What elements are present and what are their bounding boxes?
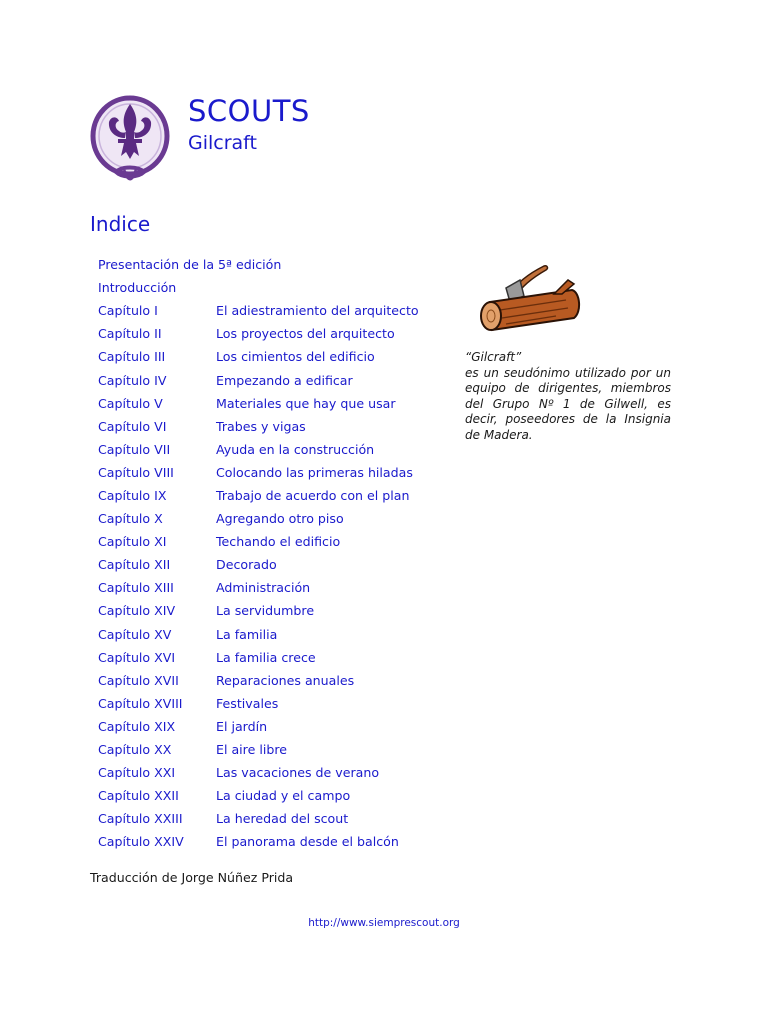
toc-chapter-row[interactable]	[98, 392, 448, 415]
chapter-number-link[interactable]: Capítulo I	[98, 303, 158, 319]
chapter-number-link[interactable]: Capítulo IV	[98, 372, 167, 388]
index-heading: Indice	[90, 212, 151, 236]
scouts-emblem-logo	[90, 92, 176, 196]
toc-chapter-row[interactable]	[98, 599, 448, 622]
toc-chapter-row[interactable]	[98, 784, 448, 807]
toc-chapter-row[interactable]	[98, 415, 448, 438]
toc-chapter-row[interactable]	[98, 484, 448, 507]
table-of-contents	[98, 253, 448, 853]
chapter-number-link[interactable]: Capítulo VII	[98, 441, 171, 457]
axe-in-log-icon	[476, 262, 586, 336]
toc-chapter-row[interactable]	[98, 461, 448, 484]
chapter-number-link[interactable]: Capítulo XII	[98, 557, 171, 573]
chapter-number-link[interactable]: Capítulo XIII	[98, 580, 174, 596]
chapter-title-link[interactable]: Trabes y vigas	[216, 418, 306, 434]
toc-chapter-row[interactable]	[98, 507, 448, 530]
chapter-title-link[interactable]: El adiestramiento del arquitecto	[216, 303, 419, 319]
toc-chapter-row[interactable]	[98, 368, 448, 391]
chapter-number-link[interactable]: Capítulo XV	[98, 626, 172, 642]
gilcraft-note-quote: “Gilcraft”	[465, 350, 522, 364]
toc-item-introduction[interactable]	[98, 276, 448, 299]
chapter-number-link[interactable]: Capítulo XXIV	[98, 834, 184, 850]
chapter-title-link[interactable]: La ciudad y el campo	[216, 788, 351, 804]
chapter-number-link[interactable]: Capítulo VI	[98, 418, 167, 434]
chapter-number-link[interactable]: Capítulo XIV	[98, 603, 176, 619]
chapter-title-link[interactable]: Los proyectos del arquitecto	[216, 326, 395, 342]
chapter-number-link[interactable]: Capítulo XVI	[98, 649, 176, 665]
chapter-title-link[interactable]: Trabajo de acuerdo con el plan	[216, 487, 410, 503]
toc-chapter-row[interactable]	[98, 553, 448, 576]
gilcraft-note	[465, 350, 671, 443]
chapter-title-link[interactable]: Materiales que hay que usar	[216, 395, 396, 411]
chapter-title-link[interactable]: Techando el edificio	[216, 534, 341, 550]
chapter-title-link[interactable]: La familia crece	[216, 649, 316, 665]
toc-chapter-row[interactable]	[98, 646, 448, 669]
toc-chapter-row[interactable]	[98, 576, 448, 599]
chapter-number-link[interactable]: Capítulo II	[98, 326, 162, 342]
chapter-number-link[interactable]: Capítulo XVII	[98, 672, 179, 688]
chapter-title-link[interactable]: Agregando otro piso	[216, 511, 344, 527]
chapter-number-link[interactable]: Capítulo XX	[98, 742, 172, 758]
chapter-title-link[interactable]: Las vacaciones de verano	[216, 765, 380, 781]
chapter-number-link[interactable]: Capítulo XXII	[98, 788, 179, 804]
toc-item-label[interactable]: Introducción	[98, 280, 177, 296]
chapter-title-link[interactable]: Empezando a edificar	[216, 372, 353, 388]
chapter-number-link[interactable]: Capítulo X	[98, 511, 163, 527]
fleur-de-lis-emblem-icon	[90, 92, 176, 196]
chapter-title-link[interactable]: La heredad del scout	[216, 811, 349, 827]
translator-credit: Traducción de Jorge Núñez Prida	[90, 870, 294, 885]
toc-chapter-row[interactable]	[98, 322, 448, 345]
chapter-title-link[interactable]: El jardín	[216, 718, 268, 734]
chapter-title-link[interactable]: Administración	[216, 580, 311, 596]
axe-in-log-illustration	[476, 262, 586, 336]
chapter-title-link[interactable]: La servidumbre	[216, 603, 315, 619]
chapter-title-link[interactable]: La familia	[216, 626, 278, 642]
chapter-number-link[interactable]: Capítulo XI	[98, 534, 167, 550]
chapter-number-link[interactable]: Capítulo VIII	[98, 464, 174, 480]
page-title: SCOUTS	[188, 94, 310, 128]
chapter-number-link[interactable]: Capítulo V	[98, 395, 163, 411]
toc-chapter-row[interactable]	[98, 807, 448, 830]
toc-chapter-row[interactable]	[98, 623, 448, 646]
toc-chapter-row[interactable]	[98, 438, 448, 461]
toc-item-presentation[interactable]	[98, 253, 448, 276]
page-subtitle: Gilcraft	[188, 132, 257, 154]
toc-chapter-row[interactable]	[98, 761, 448, 784]
toc-chapter-row[interactable]	[98, 738, 448, 761]
chapter-title-link[interactable]: Colocando las primeras hiladas	[216, 464, 413, 480]
chapter-number-link[interactable]: Capítulo XXI	[98, 765, 176, 781]
toc-item-label[interactable]: Presentación de la 5ª edición	[98, 257, 282, 273]
toc-chapter-row[interactable]	[98, 530, 448, 553]
chapter-number-link[interactable]: Capítulo XXIII	[98, 811, 183, 827]
chapter-number-link[interactable]: Capítulo XIX	[98, 718, 176, 734]
chapter-title-link[interactable]: El aire libre	[216, 742, 287, 758]
gilcraft-note-text: es un seudónimo utilizado por un equipo de dirigentes, miembros del Grupo Nº 1 de Gilwell, es decir, poseedores de la Insignia de Madera.	[465, 365, 671, 442]
chapter-title-link[interactable]: Los cimientos del edificio	[216, 349, 375, 365]
chapter-title-link[interactable]: El panorama desde el balcón	[216, 834, 399, 850]
toc-chapter-row[interactable]	[98, 830, 448, 853]
chapter-title-link[interactable]: Decorado	[216, 557, 277, 573]
toc-chapter-row[interactable]	[98, 299, 448, 322]
chapter-title-link[interactable]: Festivales	[216, 695, 279, 711]
chapter-title-link[interactable]: Ayuda en la construcción	[216, 441, 375, 457]
chapter-list	[98, 299, 448, 853]
toc-chapter-row[interactable]	[98, 669, 448, 692]
toc-chapter-row[interactable]	[98, 715, 448, 738]
chapter-number-link[interactable]: Capítulo III	[98, 349, 166, 365]
chapter-title-link[interactable]: Reparaciones anuales	[216, 672, 355, 688]
toc-chapter-row[interactable]	[98, 692, 448, 715]
toc-chapter-row[interactable]	[98, 345, 448, 368]
chapter-number-link[interactable]: Capítulo IX	[98, 487, 167, 503]
chapter-number-link[interactable]: Capítulo XVIII	[98, 695, 183, 711]
website-link[interactable]: http://www.siemprescout.org	[308, 917, 460, 929]
